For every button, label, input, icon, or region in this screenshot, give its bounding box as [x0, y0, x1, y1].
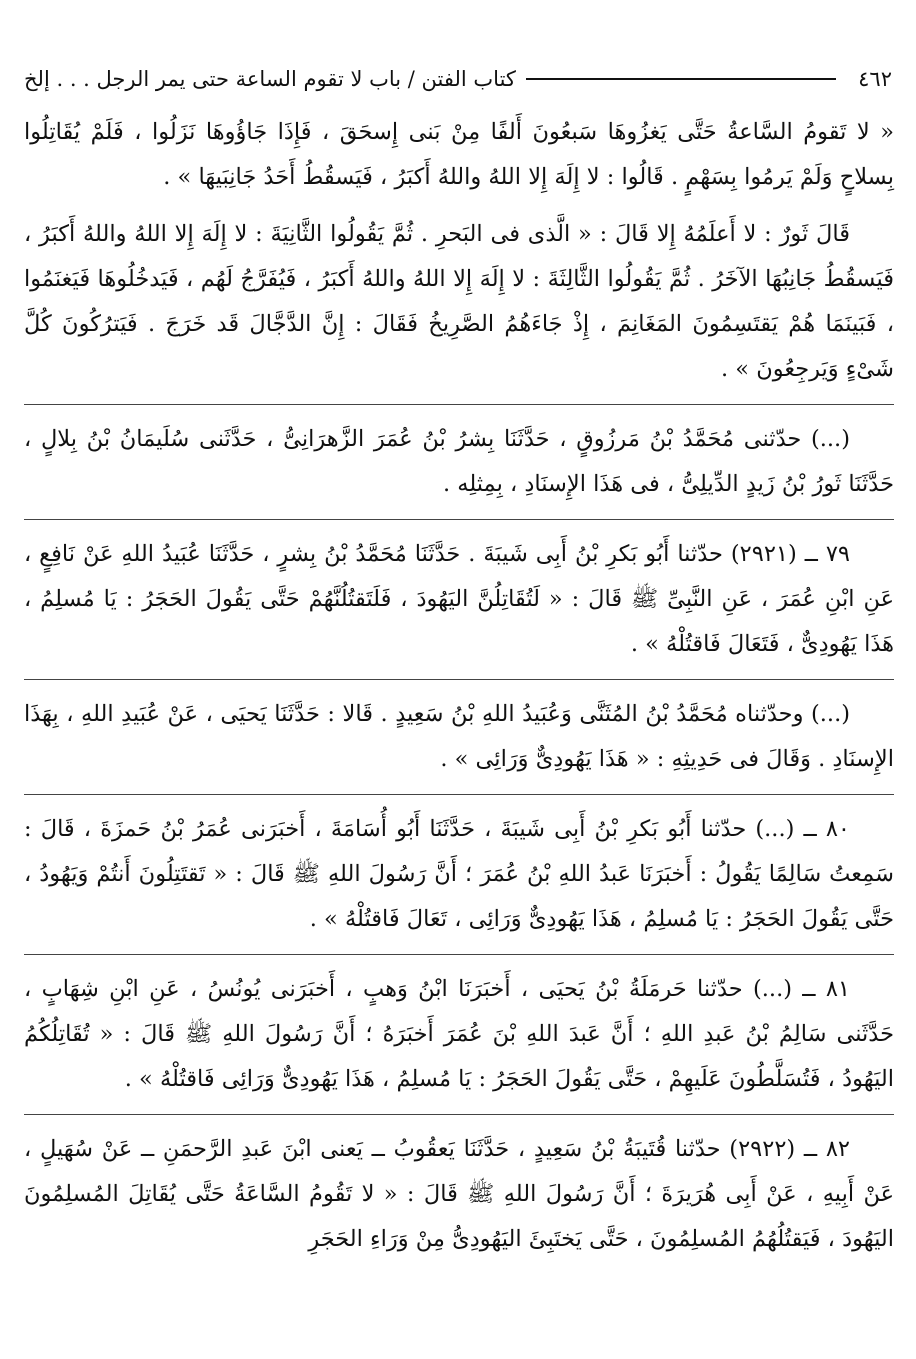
paragraph-hadith-79: ٧٩ ــ (٢٩٢١) حدّثنا أَبُو بَكرِ بْنُ أَبِى شَيبَةَ . حَدَّثَنَا مُحَمَّدُ بْنُ بِشرٍ ، حَدَّثَنَا عُبَيدُ اللهِ عَنْ نَافِعٍ ، عَنِ ابْنِ عُمَرَ ، عَنِ النَّبِىِّ ﷺ قَالَ : « لَتُقَاتِلُنَّ اليَهُودَ ، فَلَتَقتُلُنَّهُمْ حَتَّى يَقُولَ الحَجَرُ : يَا مُسلِمُ ، هَذَا يَهُودِىٌّ ، فَتَعَالَ فَاقتُلْهُ » .	[24, 541, 894, 657]
divider	[24, 1114, 894, 1115]
page-body	[24, 110, 894, 1351]
divider	[24, 954, 894, 955]
divider	[24, 404, 894, 405]
paragraph-thawr: قَالَ ثَورٌ : لا أَعلَمُهُ إِلا قَالَ : « الَّذى فى البَحرِ . ثُمَّ يَقُولُوا الثَّانِيَةَ : لا إِلَهَ إِلا اللهُ واللهُ أَكبَرُ ، فَيَسقُطُ جَانِبُهَا الآخَرُ . ثُمَّ يَقُولُوا الثَّالِثَةَ : لا إِلَهَ إِلا اللهُ واللهُ أَكبَرُ ، فَيُفَرَّجُ لَهُم ، فَيَدخُلُوهَا فَيَغنَمُوا ، فَبَينَمَا هُمْ يَقتَسِمُونَ المَغَانِمَ ، إِذْ جَاءَهُمُ الصَّرِيخُ فَقَالَ : إِنَّ الدَّجَّالَ قَد خَرَجَ . فَيَترُكُونَ كُلَّ شَىْءٍ وَيَرجِعُونَ » .	[24, 221, 894, 382]
page-number: ٤٦٢	[858, 67, 892, 91]
divider	[24, 679, 894, 680]
paragraph-hadith-81: ٨١ ــ (...) حدّثنا حَرمَلَةُ بْنُ يَحيَى ، أَخبَرَنَا ابْنُ وَهبٍ ، أَخبَرَنى يُونُسُ ، عَنِ ابْنِ شِهَابٍ ، حَدَّثَنى سَالِمُ بْنُ عَبدِ اللهِ ؛ أَنَّ عَبدَ اللهِ بْنَ عُمَرَ أَخبَرَهُ ؛ أَنَّ رَسُولَ اللهِ ﷺ قَالَ : « تُقَاتِلُكُمُ اليَهُودُ ، فَتُسَلَّطُونَ عَلَيهِمْ ، حَتَّى يَقُولَ الحَجَرُ : يَا مُسلِمُ ، هَذَا يَهُودِىٌّ وَرَائِى فَاقتُلْهُ » .	[24, 976, 894, 1092]
running-header	[24, 60, 892, 98]
paragraph-isnad-muthanna: (...) وحدّثناه مُحَمَّدُ بْنُ المُثَنَّى وَعُبَيدُ اللهِ بْنُ سَعِيدٍ . قَالا : حَدَّثَنَا يَحيَى ، عَنْ عُبَيدِ اللهِ ، بِهَذَا الإِسنَادِ . وَقَالَ فى حَدِيثِهِ : « هَذَا يَهُودِىٌّ وَرَائِى » .	[24, 701, 894, 772]
paragraph-isnad-marzuq: (...) حدّثنى مُحَمَّدُ بْنُ مَرزُوقٍ ، حَدَّثَنَا بِشرُ بْنُ عُمَرَ الزَّهرَانِىُّ ، حَدَّثَنى سُلَيمَانُ بْنُ بِلالٍ ، حَدَّثَنَا ثَورُ بْنُ زَيدٍ الدِّيلِىُّ ، فى هَذَا الإِسنَادِ ، بِمِثلِه .	[24, 426, 894, 497]
paragraph-hadith-80: ٨٠ ــ (...) حدّثنا أَبُو بَكرِ بْنُ أَبِى شَيبَةَ ، حَدَّثَنَا أَبُو أُسَامَةَ ، أَخبَرَنى عُمَرُ بْنُ حَمزَةَ ، قَالَ : سَمِعتُ سَالِمًا يَقُولُ : أَخبَرَنَا عَبدُ اللهِ بْنُ عُمَرَ ؛ أَنَّ رَسُولَ اللهِ ﷺ قَالَ : « تَقتَتِلُونَ أَنتُمْ وَيَهُودُ ، حَتَّى يَقُولَ الحَجَرُ : يَا مُسلِمُ ، هَذَا يَهُودِىٌّ وَرَائِى ، تَعَالَ فَاقتُلْهُ » .	[24, 816, 894, 932]
divider	[24, 519, 894, 520]
paragraph-hadith-82: ٨٢ ــ (٢٩٢٢) حدّثنا قُتَيبَةُ بْنُ سَعِيدٍ ، حَدَّثَنَا يَعقُوبُ ــ يَعنى ابْنَ عَبدِ الرَّحمَنِ ــ عَنْ سُهَيلٍ ، عَنْ أَبِيهِ ، عَنْ أَبِى هُرَيرَةَ ؛ أَنَّ رَسُولَ اللهِ ﷺ قَالَ : « لا تَقُومُ السَّاعَةُ حَتَّى يُقَاتِلَ المُسلِمُونَ اليَهُودَ ، فَيَقتُلُهُمُ المُسلِمُونَ ، حَتَّى يَختَبِئَ اليَهُودِىُّ مِنْ وَرَاءِ الحَجَرِ	[24, 1136, 894, 1252]
header-title: كتاب الفتن / باب لا تقوم الساعة حتى يمر الرجل . . . إلخ	[24, 67, 516, 91]
divider	[24, 794, 894, 795]
header-rule	[526, 78, 836, 80]
paragraph-hadith-end: « لا تَقومُ السَّاعةُ حَتَّى يَغزُوهَا سَبعُونَ أَلفًا مِنْ بَنى إِسحَقَ ، فَإِذَا جَاؤُوهَا نَزَلُوا ، فَلَمْ يُقَاتِلُوا بِسلاحٍ وَلَمْ يَرمُوا بِسَهْمٍ . قَالُوا : لا إِلَهَ إِلا اللهُ واللهُ أَكبَرُ ، فَيَسقُطُ أَحَدُ جَانِبَيهَا » .	[24, 119, 894, 190]
